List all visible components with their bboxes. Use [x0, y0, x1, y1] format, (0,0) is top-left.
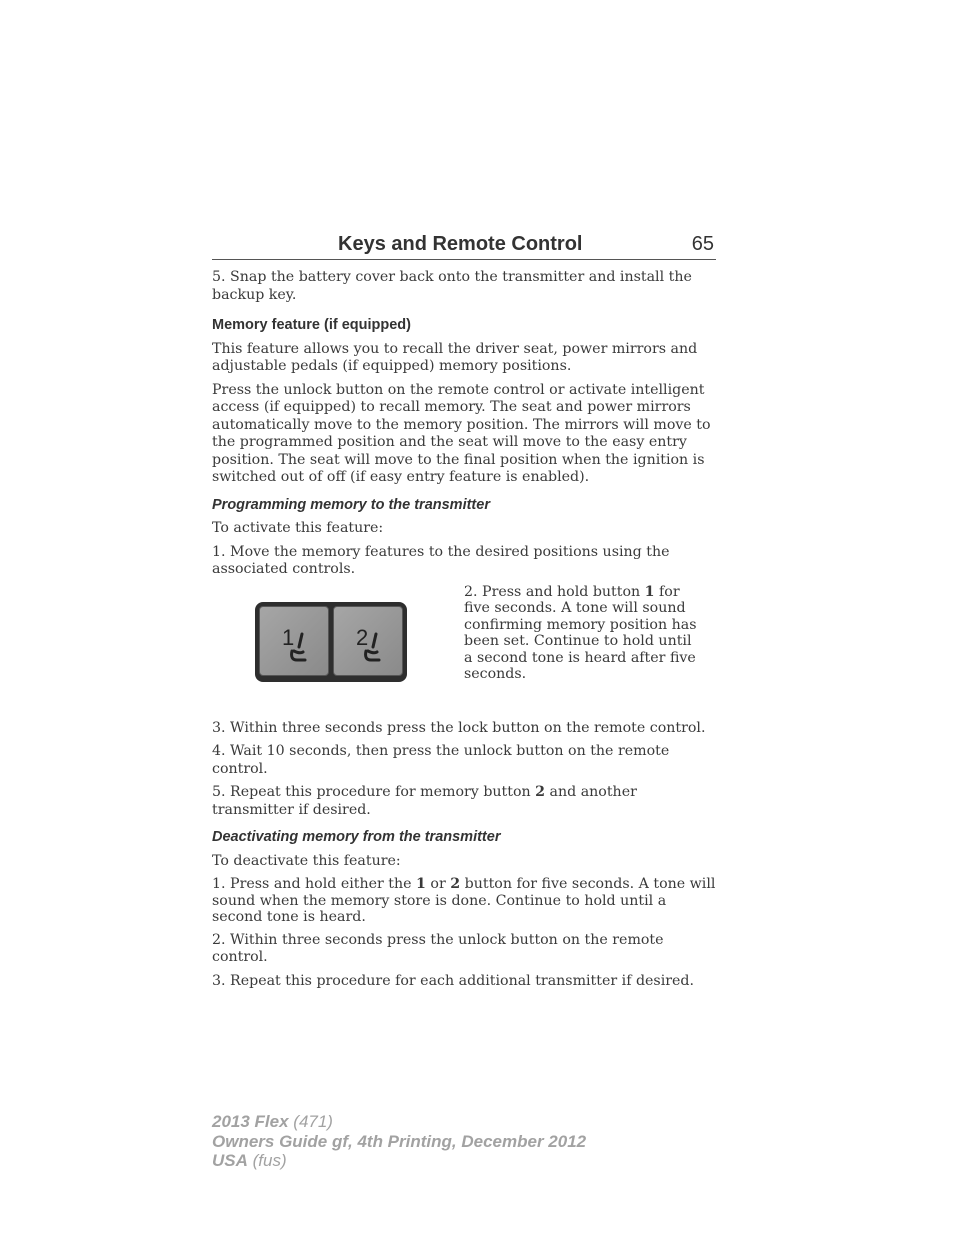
- step2-text-a: 2. Press and hold button: [464, 583, 645, 600]
- programming-intro: To activate this feature:: [212, 520, 384, 536]
- programming-step-2: [464, 584, 704, 714]
- footer-region-code: (fus): [247, 1151, 287, 1170]
- footer-model: 2013 Flex: [212, 1112, 289, 1131]
- programming-heading: Programming memory to the transmitter: [212, 496, 490, 513]
- memory-buttons-figure: [212, 584, 464, 714]
- deactivating-step-1: [212, 876, 716, 926]
- step5-text-b: and another transmitter if desired.: [212, 784, 637, 818]
- programming-step-3: 3. Within three seconds press the lock button on the remote control.: [212, 719, 706, 736]
- memory-button-2-label: 2: [356, 624, 369, 650]
- deactivating-heading: Deactivating memory from the transmitter: [212, 829, 501, 845]
- deact-step1-bold-1: 1: [416, 876, 426, 892]
- step-5-battery: 5. Snap the battery cover back onto the transmitter and install the backup key.: [212, 269, 692, 303]
- body-text: [212, 269, 716, 990]
- page-number: 65: [691, 233, 714, 255]
- footer-model-code: (471): [288, 1112, 333, 1131]
- programming-step-1: 1. Move the memory features to the desired positions using the associated controls.: [212, 543, 670, 577]
- programming-step-5: [212, 784, 716, 819]
- footer-line-1: [212, 1112, 586, 1132]
- figure-row: [212, 584, 716, 714]
- memory-button-1: [259, 606, 329, 676]
- deactivating-intro: To deactivate this feature:: [212, 852, 401, 869]
- memory-button-1-label: 1: [282, 624, 295, 650]
- page-content: [212, 228, 716, 990]
- memory-2-seat-icon: [334, 607, 402, 675]
- deact-step1-bold-2: 2: [450, 876, 461, 892]
- deact-step1-e: button for five seconds. A tone will sound when the memory store is done. Continue to hold until a second tone is heard.: [212, 876, 716, 925]
- section-title: Keys and Remote Control: [338, 233, 583, 255]
- deactivating-step-2: 2. Within three seconds press the unlock button on the remote control.: [212, 931, 664, 965]
- deact-step1-a: 1. Press and hold either the: [212, 876, 417, 892]
- footer-line-2: Owners Guide gf, 4th Printing, December 2012: [212, 1131, 587, 1151]
- page-header: [212, 228, 716, 260]
- memory-1-seat-icon: [260, 607, 328, 675]
- footer-line-3: [212, 1151, 586, 1171]
- memory-paragraph-1: This feature allows you to recall the driver seat, power mirrors and adjustable pedals (if equipped) memory positions.: [212, 340, 698, 374]
- footer-region: USA: [212, 1151, 248, 1170]
- memory-heading: Memory feature (if equipped): [212, 317, 411, 333]
- page-footer: [212, 1112, 586, 1171]
- programming-step-4: 4. Wait 10 seconds, then press the unlock button on the remote control.: [212, 743, 670, 777]
- memory-paragraph-2: Press the unlock button on the remote control or activate intelligent access (if equipped) to recall memory. The seat and power mirrors automatically move to the memory position. The mirrors will move to the programmed position and the seat will move to the easy entry position. The seat will move to the final position when the ignition is switched out of off (if easy entry feature is enabled).: [212, 381, 711, 485]
- step5-bold-button: 2: [535, 784, 546, 800]
- deactivating-step-3: 3. Repeat this procedure for each additional transmitter if desired.: [212, 972, 695, 989]
- memory-button-panel: [255, 602, 407, 682]
- step2-text-b: for five seconds. A tone will sound confirming memory position has been set. Continue to hold until a second tone is heard after five seconds.: [464, 583, 697, 682]
- memory-button-2: [333, 606, 403, 676]
- deact-step1-c: or: [425, 876, 451, 892]
- step2-bold-button: 1: [644, 583, 655, 600]
- step5-text-a: 5. Repeat this procedure for memory button: [212, 784, 536, 800]
